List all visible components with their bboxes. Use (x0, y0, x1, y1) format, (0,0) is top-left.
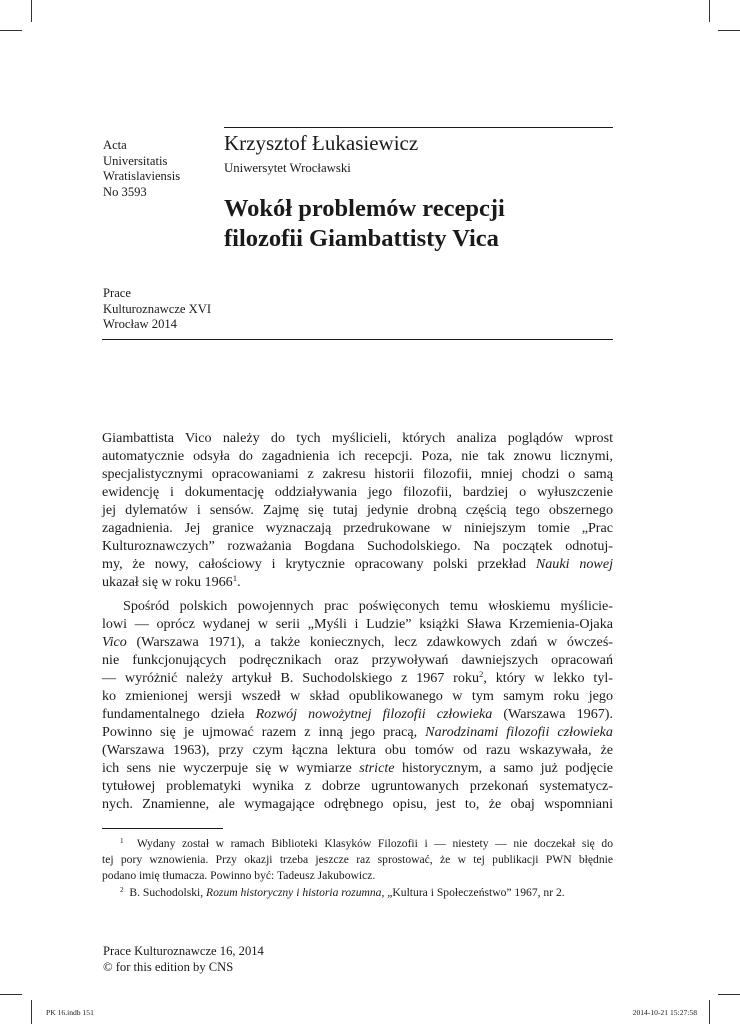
text-run: Powinno się je ujmować razem z inną jego pracą, (102, 724, 426, 740)
footnote-line: podano imię tłumacza. Powinno być: Tadeusz Jakubowicz. (102, 869, 376, 882)
volume-info (103, 286, 211, 333)
body-line: specjalistycznymi opracowaniami z zakresu historii filozofii, mniej chodzi o samą (102, 466, 613, 482)
header-rule-top (224, 127, 613, 128)
book-title: Narodzinami filozofii człowieka (425, 724, 613, 740)
text-run: my, że nowy, całościowy i krytycznie opracowany polski przekład (102, 556, 527, 572)
author-name: Krzysztof Łukasiewicz (224, 131, 419, 155)
series-line: Wratislaviensis (103, 169, 181, 184)
crop-mark (709, 1000, 710, 1024)
body-line (102, 705, 613, 723)
text-run: . (237, 574, 241, 590)
body-line: Giambattista Vico należy do tych myślicieli, których analiza poglądów wprost (102, 430, 613, 446)
body-line: nych. Znamienne, ale wymagające odrębnego opisu, jest to, że obaj wspomniani (102, 796, 613, 812)
article-title (224, 194, 505, 254)
text-run: ich sens nie wyczerpuje się w wymiarze (102, 760, 360, 776)
body-line (102, 555, 613, 573)
text-run: fundamentalnego dzieła (102, 706, 256, 722)
text-run: , „Kultura i Społeczeństwo” 1967, nr 2. (381, 886, 565, 899)
footnote-line (120, 885, 613, 901)
body-line: zagadnienia. Jej granice wyznaczają przedrukowane w niniejszym tomie „Prac (102, 520, 613, 536)
body-line: nie funkcjonujących podręcznikach oraz przywoływań dawniejszych opracowań (102, 652, 613, 668)
body-line (102, 723, 613, 741)
volume-line: Wrocław 2014 (103, 317, 177, 332)
crop-mark (0, 994, 22, 995)
text-run: — wyróżnić należy artykuł B. Suchodolskiego z 1967 roku (102, 670, 480, 686)
body-line: ewidencję i dokumentację oddziaływania jego filozofii, bardziej o wyłuszczenie (102, 484, 613, 500)
book-title: Rozwój nowożytnej filozofii człowieka (255, 706, 493, 722)
body-line: automatycznie odsyła do zagadnienia ich recepcji. Poza, nie tak znowu licznymi, (102, 448, 613, 464)
text-run: B. Suchodolski, (129, 886, 207, 899)
crop-mark (31, 0, 32, 22)
body-line (102, 669, 613, 687)
header-rule-bottom (102, 339, 613, 340)
body-line: tytułowej problematyki wynika z dobrze ugruntowanych przekonań systematycz- (102, 778, 613, 794)
body-line (102, 633, 613, 651)
crop-mark (0, 30, 22, 31)
body-line: (Warszawa 1963), przy czym łączna lektura obu tomów od razu wskazywała, że (102, 742, 613, 758)
series-line: Acta (103, 138, 127, 152)
crop-mark (709, 0, 710, 22)
emphasis: stricte (359, 760, 395, 776)
body-line: ko zmienionej wersji wszedł w skład opublikowanego w tym samym roku jego (102, 688, 613, 704)
text-run: , który w lekko tyl- (483, 670, 613, 686)
footnote-number: 2 (120, 886, 124, 895)
copyright-notice: © for this edition by CNS (103, 959, 234, 974)
journal-info: Prace Kulturoznawcze 16, 2014 (103, 944, 264, 958)
print-slug-file: PK 16.indb 151 (46, 1008, 94, 1017)
body-line: jej dylematów i sensów. Zajmę się tutaj jedynie drobną częścią tego obszernego (102, 502, 613, 518)
footnote-ref-2[interactable]: 2 (479, 669, 484, 680)
text-run: ukazał się w roku 1966 (102, 574, 233, 590)
book-title: Vico (102, 634, 127, 650)
title-line: Wokół problemów recepcji (224, 195, 505, 222)
text-run: historycznym, a samo już podjęcie (394, 760, 613, 776)
title-line: filozofii Giambattisty Vica (224, 225, 499, 252)
book-title: Rozum historyczny i historia rozumna (206, 886, 382, 899)
volume-line: Kulturoznawcze XVI (103, 301, 212, 316)
series-line: Universitatis (103, 153, 168, 168)
body-line: Spośród polskich powojennych prac poświęconych temu włoskiemu myślicie- (123, 598, 613, 614)
body-line: Kulturoznawczych” rozważania Bogdana Suchodolskiego. Na początek odnotuj- (102, 538, 613, 554)
series-line: No 3593 (103, 184, 147, 199)
text-run: Wydany został w ramach Biblioteki Klasyków Filozofii i — niestety — nie doczekał się do (136, 837, 614, 850)
series-info (103, 138, 180, 200)
book-title: Nauki nowej (535, 556, 613, 572)
crop-mark (718, 994, 740, 995)
body-line (102, 573, 613, 591)
body-line: lowi — oprócz wydanej w serii „Myśli i Ludzie” książki Sława Krzemienia-Ojaka (102, 616, 613, 632)
footnote-separator (102, 828, 223, 829)
footnote-line: tej pory wznowienia. Przy okazji trzeba jeszcze raz sprostować, że w tej publikacji PWN błędnie (102, 853, 613, 866)
footnote-ref-1[interactable]: 1 (232, 573, 238, 584)
footnote-number: 1 (120, 837, 124, 846)
body-line (102, 759, 613, 777)
page-footer (103, 944, 264, 975)
footnote-line (120, 836, 613, 852)
crop-mark (31, 1000, 32, 1024)
text-run: (Warszawa 1967). (492, 706, 614, 722)
author-affiliation: Uniwersytet Wrocławski (224, 161, 351, 175)
volume-line: Prace (103, 286, 131, 300)
text-run: (Warszawa 1971), a także koniecznych, lecz zdawkowych zdań w ówcześ- (126, 634, 613, 650)
crop-mark (718, 30, 740, 31)
print-slug-timestamp: 2014-10-21 15:27:58 (632, 1008, 697, 1017)
